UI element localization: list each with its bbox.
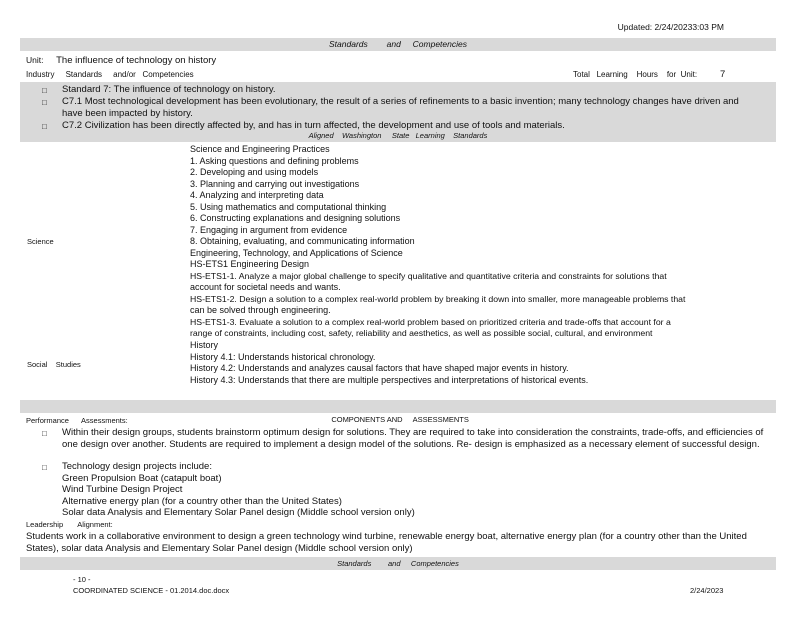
projects-title: Technology design projects include: [62,461,212,472]
bullet-icon: □ [42,463,47,472]
bottom-bar-label: Standards and Competencies [337,559,459,568]
updated-timestamp: Updated: 2/24/20233:03 PM [617,22,724,32]
project-item: Alternative energy plan (for a country other than the United States) [62,495,342,507]
science-line: can be solved through engineering. [190,305,331,315]
social-line: History 4.1: Understands historical chronology. [190,351,376,362]
social-studies-label: Social Studies [27,360,81,369]
science-line: 2. Developing and using models [190,167,319,177]
leadership-alignment-label: Leadership Alignment: [26,520,113,529]
performance-bullet-1: Within their design groups, students brainstorm optimum design for solutions. They are required to take into consideration the constraints, trade-offs, and efficiencies of one design over another. Students are required to implement a design model of the solutions. Re- design is emphasized as a necessary element of successful design. [62,427,764,450]
standards-competencies-bar [20,38,776,51]
aligned-standards-label: Aligned Washington State Learning Standards [308,131,488,140]
bar-label: Standards and Competencies [329,39,467,49]
science-line: HS-ETS1-1. Analyze a major global challenge to specify qualitative and quantitative criteria and constraints for solutions that [190,270,667,281]
standard-7: Standard 7: The influence of technology on history. [62,84,276,95]
social-standards-list [190,340,770,386]
project-item: Wind Turbine Design Project [62,484,183,495]
bullet-icon: □ [42,98,47,107]
leadership-text: Students work in a collaborative environment to design a green technology wind turbine, renewable energy boat, alternative energy plan (for a country other than the United States), solar data Analysis and Elementary Solar Panel design (Middle school version only) [26,531,747,554]
total-hours-label: Total Learning Hours for Unit: [573,70,698,79]
science-line: 8. Obtaining, evaluating, and communicating information [190,236,415,246]
footer-filename: COORDINATED SCIENCE - 01.2014.doc.docx [73,586,230,595]
science-line: Science and Engineering Practices [190,144,330,154]
science-line: 5. Using mathematics and computational thinking [190,201,387,212]
standards-competencies-bar-bottom [20,557,776,570]
unit-label: Unit: [26,55,44,65]
project-item: Green Propulsion Boat (catapult boat) [62,472,222,484]
industry-standards-label: Industry Standards and/or Competencies [26,70,194,79]
unit-value: The influence of technology on history [56,55,217,66]
bullet-icon: □ [42,86,47,95]
unit-row [26,55,216,66]
science-line: Engineering, Technology, and Applications of Science [190,247,403,258]
social-line: History 4.2: Understands and analyzes causal factors that have shaped major events in history. [190,363,569,373]
performance-assessments-label: Performance Assessments: [26,416,128,425]
components-bar-label: COMPONENTS AND ASSESSMENTS [331,415,469,424]
science-line: HS-ETS1-3. Evaluate a solution to a complex real-world problem based on prioritized criteria and trade-offs that account for a [190,316,671,327]
standard-c7-1: C7.1 Most technological development has been evolutionary, the result of a series of refinements to a basic invention; many technology changes have driven and have been impacted by history. [62,96,739,119]
science-label: Science [27,237,54,246]
page-number: - 10 - [73,575,91,584]
science-line: HS-ETS1-2. Design a solution to a complex real-world problem by breaking it down into smaller, more manageable problems that [190,293,686,304]
bullet-icon: □ [42,122,47,131]
footer-date: 2/24/2023 [690,586,724,595]
science-line: 7. Engaging in argument from evidence [190,224,348,235]
science-line: 6. Constructing explanations and designing solutions [190,213,401,223]
science-line: account for societal needs and wants. [190,282,341,292]
social-line: History [190,340,219,350]
project-item: Solar data Analysis and Elementary Solar Panel design (Middle school version only) [62,507,415,518]
bullet-icon: □ [42,429,47,438]
science-standards-list [190,144,770,340]
projects-list [62,461,762,519]
total-hours-value: 7 [720,69,726,80]
science-line: 4. Analyzing and interpreting data [190,190,324,200]
science-line: 3. Planning and carrying out investigations [190,178,360,189]
science-line: 1. Asking questions and defining problems [190,155,359,166]
social-line: History 4.3: Understands that there are multiple perspectives and interpretations of historical events. [190,374,589,385]
standard-c7-2: C7.2 Civilization has been directly affected by, and has in turn affected, the development and use of tools and materials. [62,120,565,131]
science-line: HS-ETS1 Engineering Design [190,259,310,269]
science-line: range of constraints, including cost, safety, reliability and aesthetics, as well as possible social, cultural, and environment [190,328,653,338]
